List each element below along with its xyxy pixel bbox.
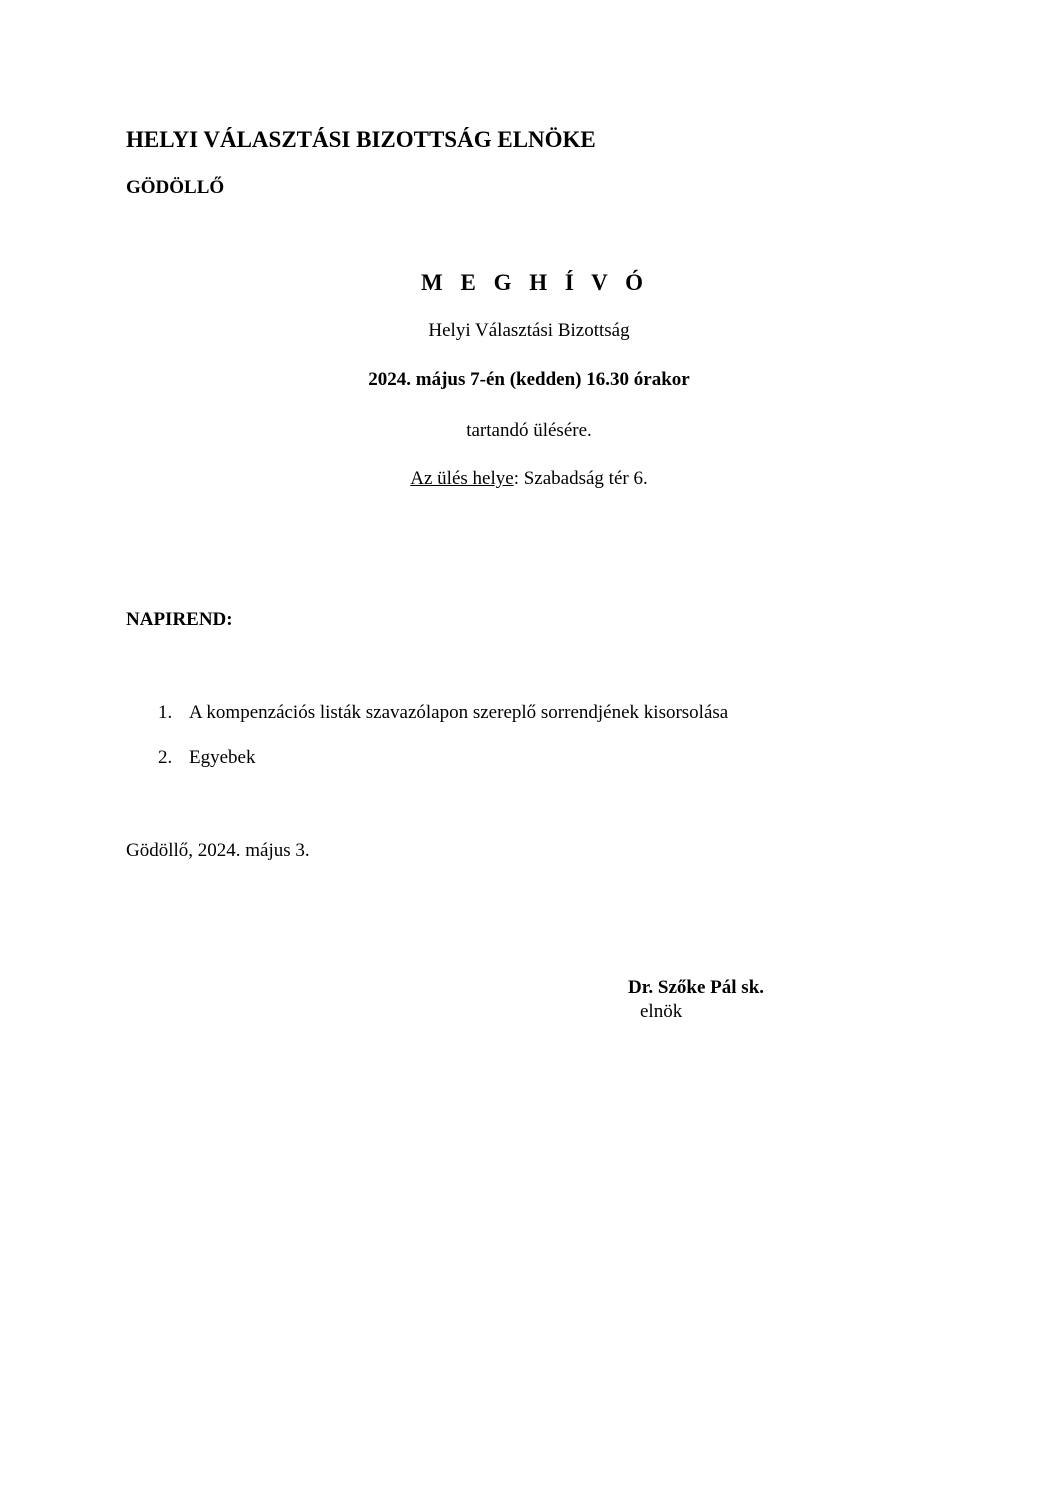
agenda-list bbox=[158, 702, 728, 792]
invitation-title: M E G H Í V Ó bbox=[421, 270, 649, 295]
agenda-heading: NAPIREND: bbox=[126, 609, 233, 630]
agenda-item-number: 1. bbox=[158, 702, 173, 723]
agenda-item bbox=[158, 702, 728, 747]
meeting-venue bbox=[0, 468, 1058, 490]
agenda-item bbox=[158, 747, 728, 792]
document-title: HELYI VÁLASZTÁSI BIZOTTSÁG ELNÖKE bbox=[126, 127, 596, 152]
meeting-datetime: 2024. május 7-én (kedden) 16.30 órakor bbox=[368, 369, 690, 390]
venue-label: Az ülés helye bbox=[410, 468, 514, 489]
agenda-item-text: A kompenzációs listák szavazólapon szereplő sorrendjének kisorsolása bbox=[189, 702, 729, 723]
venue-separator: : bbox=[513, 468, 519, 489]
committee-name: Helyi Választási Bizottság bbox=[428, 320, 630, 341]
meeting-held-text: tartandó ülésére. bbox=[466, 420, 592, 441]
venue-value: Szabadság tér 6. bbox=[518, 468, 648, 489]
signer-name: Dr. Szőke Pál sk. bbox=[628, 977, 765, 998]
place-and-date: Gödöllő, 2024. május 3. bbox=[126, 840, 310, 861]
city-name: GÖDÖLLŐ bbox=[126, 177, 225, 198]
signer-role: elnök bbox=[640, 1001, 683, 1022]
agenda-item-text: Egyebek bbox=[189, 747, 256, 768]
agenda-item-number: 2. bbox=[158, 747, 173, 768]
